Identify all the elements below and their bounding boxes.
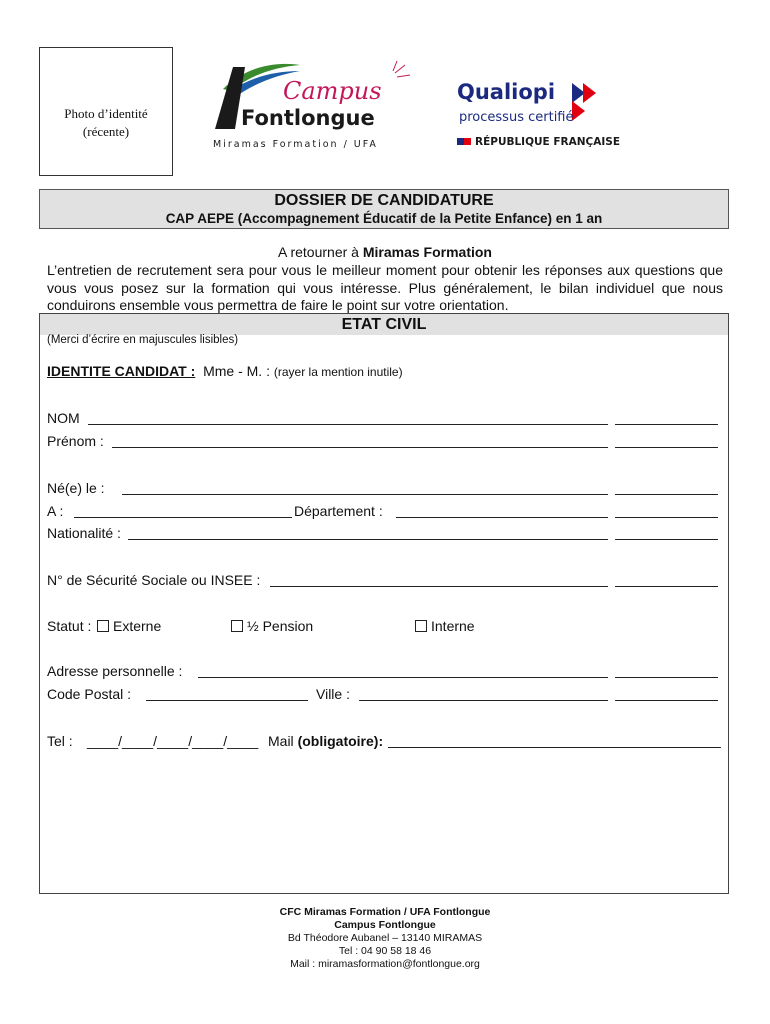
birthdate-field-extra[interactable] bbox=[615, 494, 718, 495]
ville-label: Ville : bbox=[316, 686, 350, 702]
return-org: Miramas Formation bbox=[362, 244, 492, 260]
intro-paragraph: L’entretien de recrutement sera pour vous le meilleur moment pour obtenir les réponses aux questions que vous vous posez sur la formation qui vous intéresse. Plus généralement, le bilan individuel que nous conduirons ensemble vous permettra de faire le point sur votre orientation. bbox=[47, 262, 723, 313]
birthplace-label: A : bbox=[47, 503, 64, 519]
prenom-field-extra[interactable] bbox=[615, 447, 718, 448]
footer bbox=[0, 906, 770, 971]
birthdate-field[interactable] bbox=[122, 494, 608, 495]
secu-label: N° de Sécurité Sociale ou INSEE : bbox=[47, 572, 261, 588]
identity-options[interactable]: Mme - M. : bbox=[203, 363, 270, 379]
section-title: ETAT CIVIL bbox=[40, 314, 728, 335]
photo-label: Photo d’identité bbox=[64, 106, 148, 121]
return-prefix: A retourner à bbox=[278, 244, 363, 260]
qualiopi-logo-graphic bbox=[455, 77, 625, 152]
ville-field[interactable] bbox=[359, 700, 608, 701]
photo-placeholder bbox=[39, 47, 173, 176]
ville-field-extra[interactable] bbox=[615, 700, 718, 701]
title-band bbox=[39, 189, 729, 229]
page-subtitle: CAP AEPE (Accompagnement Éducatif de la Petite Enfance) en 1 an bbox=[165, 211, 603, 226]
qualiopi-name: Qualiopi bbox=[457, 80, 556, 104]
tel-label: Tel : bbox=[47, 733, 73, 749]
logo-sparkle-icon bbox=[393, 61, 410, 77]
checkbox-interne[interactable] bbox=[415, 620, 427, 632]
prenom-field[interactable] bbox=[112, 447, 608, 448]
prenom-label: Prénom : bbox=[47, 433, 104, 449]
statut-interne[interactable] bbox=[415, 618, 475, 634]
statut-demi-pension[interactable] bbox=[231, 618, 313, 634]
secu-field[interactable] bbox=[270, 586, 608, 587]
statut-externe-label: Externe bbox=[113, 618, 162, 634]
statut-externe[interactable] bbox=[97, 618, 161, 634]
mail-required: (obligatoire): bbox=[297, 733, 384, 749]
statut-demi-pension-label: ½ Pension bbox=[247, 618, 314, 634]
checkbox-externe[interactable] bbox=[97, 620, 109, 632]
footer-email: Mail : miramasformation@fontlongue.org bbox=[290, 958, 480, 970]
return-line bbox=[0, 244, 770, 260]
campus-fontlongue-logo bbox=[205, 55, 420, 155]
qualiopi-arrow-red-icon-2 bbox=[572, 101, 585, 121]
nationalite-label: Nationalité : bbox=[47, 525, 121, 541]
nom-label: NOM bbox=[47, 410, 80, 426]
code-postal-label: Code Postal : bbox=[47, 686, 132, 702]
flag-blue bbox=[457, 138, 464, 145]
secu-field-extra[interactable] bbox=[615, 586, 718, 587]
form-note: (Merci d’écrire en majuscules lisibles) bbox=[47, 334, 239, 346]
checkbox-demi-pension[interactable] bbox=[231, 620, 243, 632]
mail-label-text: Mail bbox=[268, 733, 298, 749]
departement-label: Département : bbox=[294, 503, 383, 519]
photo-label-sub: (récente) bbox=[82, 124, 130, 139]
footer-phone: Tel : 04 90 58 18 46 bbox=[338, 945, 432, 957]
nom-field[interactable] bbox=[88, 424, 608, 425]
etat-civil-form bbox=[39, 313, 729, 894]
mail-label bbox=[268, 733, 383, 749]
footer-address: Bd Théodore Aubanel – 13140 MIRAMAS bbox=[287, 932, 483, 944]
identity-label: IDENTITE CANDIDAT : bbox=[47, 363, 196, 379]
qualiopi-logo bbox=[455, 77, 625, 152]
page-title: DOSSIER DE CANDIDATURE bbox=[274, 192, 494, 209]
birthplace-field[interactable] bbox=[74, 517, 292, 518]
qualiopi-subtitle: processus certifié bbox=[459, 110, 574, 125]
footer-org: CFC Miramas Formation / UFA Fontlongue bbox=[279, 906, 491, 918]
identity-hint: (rayer la mention inutile) bbox=[273, 365, 403, 379]
adresse-field-extra[interactable] bbox=[615, 677, 718, 678]
nationalite-field[interactable] bbox=[128, 539, 608, 540]
departement-field-extra[interactable] bbox=[615, 517, 718, 518]
tel-field[interactable]: ____/____/____/____/____ bbox=[87, 733, 259, 749]
adresse-field[interactable] bbox=[198, 677, 608, 678]
qualiopi-arrow-red-icon bbox=[583, 83, 596, 103]
mail-field[interactable] bbox=[388, 747, 721, 748]
logo-tagline: Miramas Formation / UFA bbox=[213, 139, 378, 150]
statut-interne-label: Interne bbox=[431, 618, 475, 634]
campus-logo-graphic bbox=[205, 55, 420, 155]
nationalite-field-extra[interactable] bbox=[615, 539, 718, 540]
footer-campus: Campus Fontlongue bbox=[334, 919, 436, 931]
nom-field-extra[interactable] bbox=[615, 424, 718, 425]
flag-red bbox=[464, 138, 471, 145]
logo-campus-text: Campus bbox=[283, 77, 382, 105]
adresse-label: Adresse personnelle : bbox=[47, 663, 183, 679]
departement-field[interactable] bbox=[396, 517, 608, 518]
logo-fontlongue-text: Fontlongue bbox=[241, 106, 375, 130]
republique-text: RÉPUBLIQUE FRANÇAISE bbox=[475, 136, 621, 148]
statut-label: Statut : bbox=[47, 618, 92, 634]
identity-row bbox=[47, 363, 403, 379]
code-postal-field[interactable] bbox=[146, 700, 308, 701]
birthdate-label: Né(e) le : bbox=[47, 480, 105, 496]
